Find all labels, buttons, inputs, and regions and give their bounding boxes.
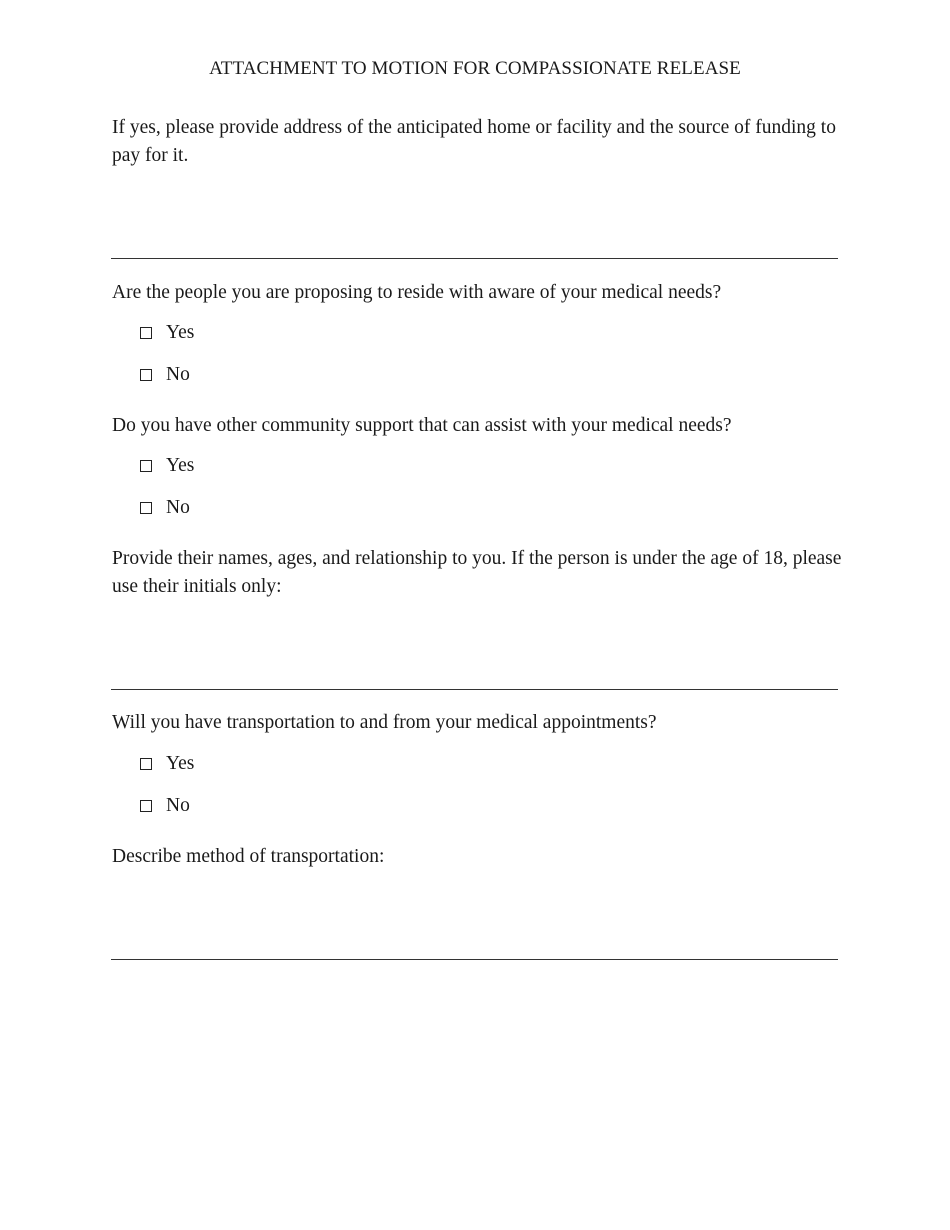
checkbox-icon[interactable] — [140, 800, 152, 812]
option-label: Yes — [166, 455, 195, 476]
aware-question: Are the people you are proposing to reside with aware of your medical needs? — [112, 282, 722, 303]
checkbox-icon[interactable] — [140, 369, 152, 381]
transport-yes-option[interactable] — [140, 752, 194, 776]
option-label: No — [166, 795, 190, 816]
checkbox-icon[interactable] — [140, 460, 152, 472]
support-no-option[interactable] — [140, 496, 190, 520]
option-label: Yes — [166, 753, 195, 774]
aware-yes-option[interactable] — [140, 321, 194, 345]
option-label: Yes — [166, 322, 195, 343]
checkbox-icon[interactable] — [140, 758, 152, 770]
method-answer-line[interactable] — [111, 959, 838, 960]
checkbox-icon[interactable] — [140, 327, 152, 339]
option-label: No — [166, 497, 190, 518]
transport-no-option[interactable] — [140, 794, 190, 818]
names-question: Provide their names, ages, and relationship to you. If the person is under the age of 18, please use their initials only: — [112, 548, 842, 597]
names-answer-line[interactable] — [111, 689, 838, 690]
address-answer-line[interactable] — [111, 258, 838, 259]
address-question: If yes, please provide address of the anticipated home or facility and the source of funding to pay for it. — [112, 117, 836, 166]
method-question: Describe method of transportation: — [112, 846, 385, 867]
aware-no-option[interactable] — [140, 363, 190, 387]
support-yes-option[interactable] — [140, 454, 194, 478]
option-label: No — [166, 364, 190, 385]
page-title: ATTACHMENT TO MOTION FOR COMPASSIONATE RELEASE — [209, 58, 741, 79]
transport-question: Will you have transportation to and from your medical appointments? — [112, 712, 657, 733]
support-question: Do you have other community support that can assist with your medical needs? — [112, 415, 732, 436]
checkbox-icon[interactable] — [140, 502, 152, 514]
